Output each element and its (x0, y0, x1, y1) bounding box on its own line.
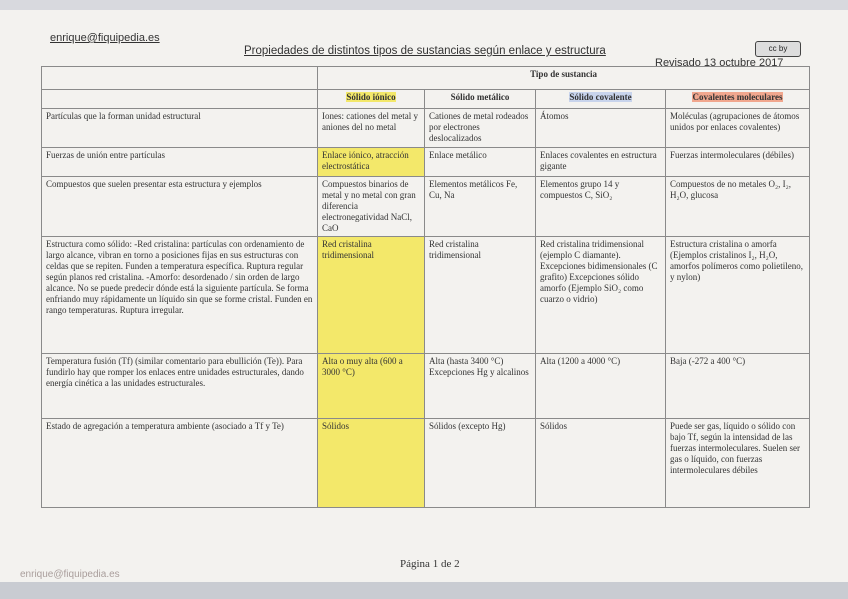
table-cell: Fuerzas intermoleculares (débiles) (666, 148, 810, 177)
table-cell: Moléculas (agrupaciones de átomos unidos por enlaces covalentes) (666, 109, 810, 148)
table-cell: Puede ser gas, líquido o sólido con bajo Tf, según la intensidad de las fuerzas intermoleculares. Suelen ser gas o líquido, con fuerzas intermoleculares débiles (666, 419, 810, 508)
table-cell: Alta o muy alta (600 a 3000 °C) (318, 354, 425, 419)
table-cell: Compuestos de no metales O₂, I₂, H₂O, glucosa (666, 177, 810, 237)
table-cell: Compuestos binarios de metal y no metal con gran diferencia electronegatividad NaCl, CaO (318, 177, 425, 237)
row-label: Estado de agregación a temperatura ambiente (asociado a Tf y Te) (42, 419, 318, 508)
group-title-cell (318, 67, 810, 90)
table-cell: Baja (-272 a 400 °C) (666, 354, 810, 419)
group-title: Tipo de sustancia (530, 69, 597, 79)
row-label: Temperatura fusión (Tf) (similar comentario para ebullición (Te)). Para fundirlo hay que romper los enlaces entre unidades estructurales, dando energía cinética a las unidades estructurales. (42, 354, 318, 419)
table-cell: Sólidos (536, 419, 666, 508)
table-cell: Enlaces covalentes en estructura gigante (536, 148, 666, 177)
column-header-label: Sólido iónico (346, 92, 396, 102)
column-header (318, 90, 425, 109)
table-group-header-row (42, 67, 810, 90)
document-title: Propiedades de distintos tipos de sustancias según enlace y estructura (244, 45, 606, 57)
table-cell: Sólidos (excepto Hg) (425, 419, 536, 508)
empty-corner-cell (42, 67, 318, 90)
table-cell: Sólidos (318, 419, 425, 508)
license-badge-icon: cc by (755, 41, 801, 57)
table-cell: Red cristalina tridimensional (ejemplo C diamante). Excepciones bidimensionales (C grafito) Excepciones sólido amorfo (Ejemplo SiO₂ como cuarzo o vidrio) (536, 237, 666, 354)
row-label: Estructura como sólido: -Red cristalina: partículas con ordenamiento de largo alcance, vibran en torno a posiciones fijas en sus estructuras con celdas que se repiten. Funden a temperatura específica. Ruptura regular según planos red cristalina. -Amorfo: desordenado / sin orden de largo alcance. No se puede predecir dónde está la siguiente partícula. Se forma enfriando muy rápidamente un líquido sin que se forme cristal. Funden en rango temperaturas. Ruptura irregular. (42, 237, 318, 354)
table-row (42, 419, 810, 508)
column-header-label: Sólido metálico (450, 92, 510, 102)
table-cell: Cationes de metal rodeados por electrones deslocalizados (425, 109, 536, 148)
column-header-label: Sólido covalente (569, 92, 632, 102)
row-label: Compuestos que suelen presentar esta estructura y ejemplos (42, 177, 318, 237)
bleed-through-text: enrique@fiquipedia.es (20, 569, 120, 580)
page-number: Página 1 de 2 (400, 558, 460, 570)
column-header (425, 90, 536, 109)
top-bleed (0, 0, 848, 10)
column-header (536, 90, 666, 109)
table-row (42, 354, 810, 419)
column-header-label: Covalentes moleculares (692, 92, 783, 102)
row-label: Partículas que la forman unidad estructural (42, 109, 318, 148)
table-cell: Alta (hasta 3400 °C) Excepciones Hg y alcalinos (425, 354, 536, 419)
table-cell: Estructura cristalina o amorfa (Ejemplos cristalinos I₂, H₂O, amorfos polímeros como polietileno, y nylon) (666, 237, 810, 354)
table-cell: Elementos metálicos Fe, Cu, Na (425, 177, 536, 237)
table-row (42, 237, 810, 354)
column-header-row (42, 90, 810, 109)
table-cell: Red cristalina tridimensional (318, 237, 425, 354)
table-row (42, 177, 810, 237)
table-row (42, 148, 810, 177)
table-cell: Átomos (536, 109, 666, 148)
table-cell: Enlace iónico, atracción electrostática (318, 148, 425, 177)
table-cell: Elementos grupo 14 y compuestos C, SiO₂ (536, 177, 666, 237)
column-header (666, 90, 810, 109)
revision-date: Revisado 13 octubre 2017 (655, 57, 784, 69)
properties-table (41, 66, 810, 508)
author-email: enrique@fiquipedia.es (50, 32, 160, 44)
table-cell: Enlace metálico (425, 148, 536, 177)
row-label: Fuerzas de unión entre partículas (42, 148, 318, 177)
table-cell: Red cristalina tridimensional (425, 237, 536, 354)
table-row (42, 109, 810, 148)
table-cell: Iones: cationes del metal y aniones del no metal (318, 109, 425, 148)
empty-label-cell (42, 90, 318, 109)
table-cell: Alta (1200 a 4000 °C) (536, 354, 666, 419)
bottom-strip (0, 582, 848, 599)
